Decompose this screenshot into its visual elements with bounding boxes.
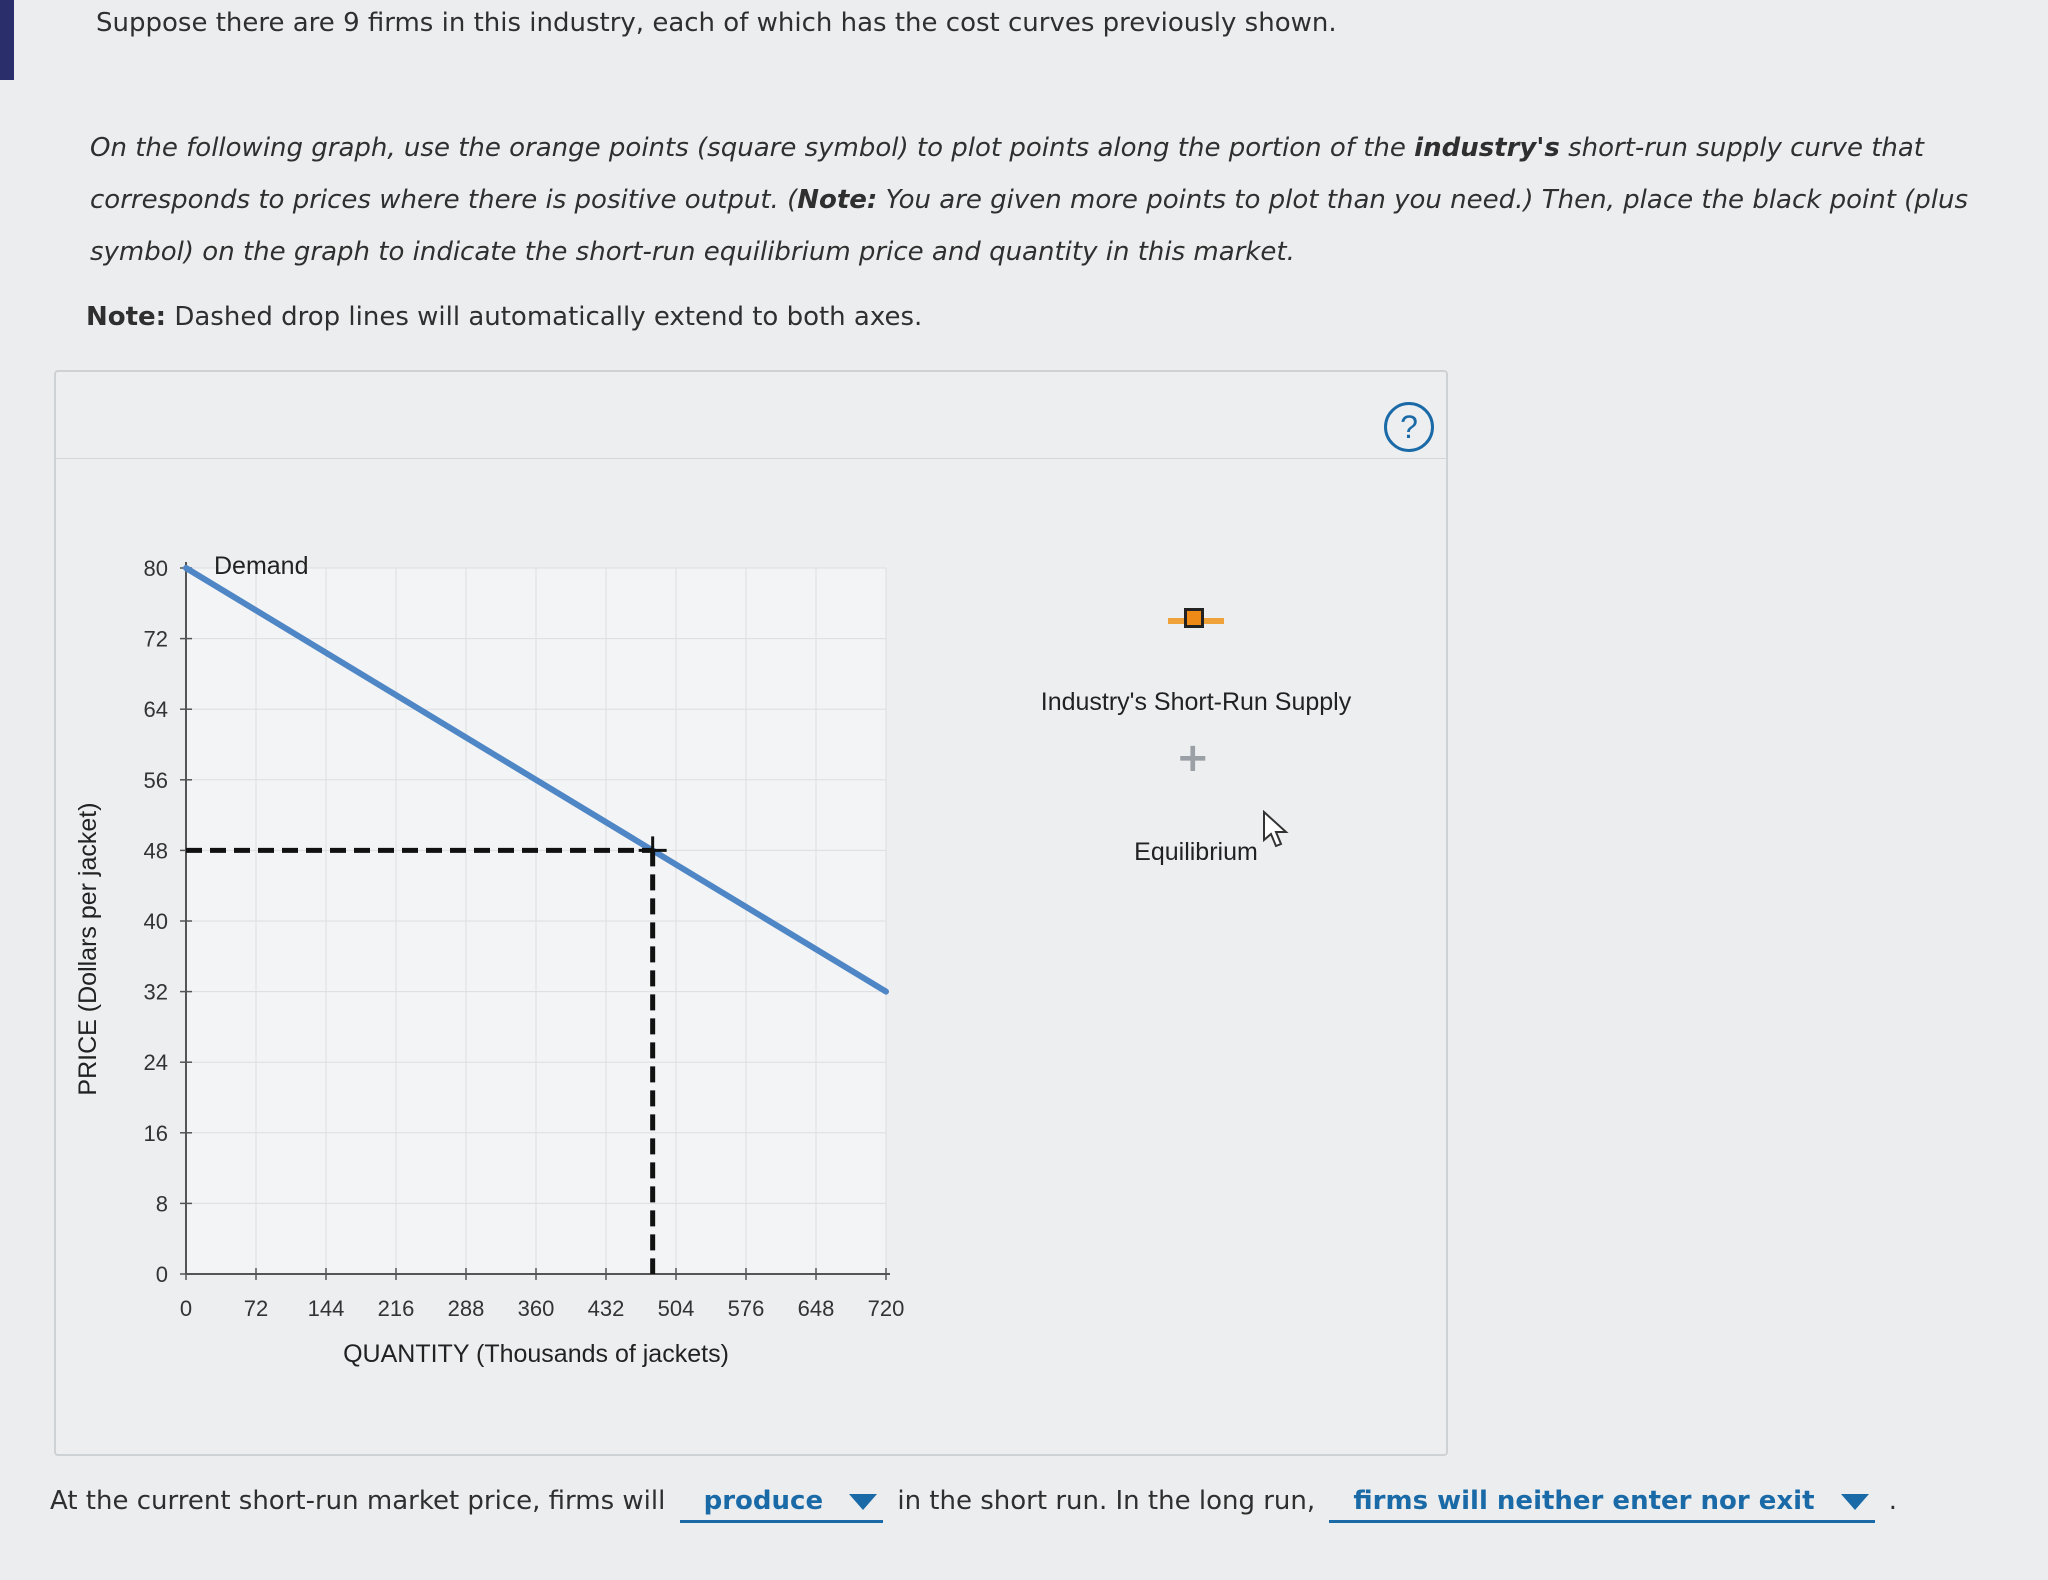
answer-suffix: . xyxy=(1888,1486,1898,1516)
long-run-entry-dropdown[interactable] xyxy=(1329,1486,1874,1523)
y-tick-label: 24 xyxy=(143,1050,168,1076)
instructions-note-bold: Note: xyxy=(797,185,878,215)
drop-lines-note xyxy=(86,302,922,332)
output-decision-value: produce xyxy=(703,1486,824,1516)
supply-tool-label: Industry's Short-Run Supply xyxy=(1040,688,1352,716)
y-tick-label: 56 xyxy=(143,767,168,793)
instructions-part-2: short-run supply curve that corresponds to prices where there is positive output. ( xyxy=(90,133,1925,215)
answer-sentence xyxy=(50,1486,1897,1523)
y-tick-label: 64 xyxy=(143,697,168,723)
long-run-entry-value: firms will neither enter nor exit xyxy=(1353,1486,1815,1516)
y-tick-label: 72 xyxy=(143,626,168,652)
y-tick-label: 32 xyxy=(143,979,168,1005)
y-tick-label: 40 xyxy=(143,909,168,934)
demand-curve-label: Demand xyxy=(214,552,309,580)
x-tick-label: 288 xyxy=(447,1296,485,1321)
x-tick-label: 72 xyxy=(243,1296,269,1321)
note-label: Note: xyxy=(86,302,167,332)
output-decision-dropdown[interactable] xyxy=(680,1486,883,1523)
help-icon[interactable]: ? xyxy=(1384,402,1434,452)
dropdown-arrow-icon[interactable] xyxy=(1841,1494,1869,1510)
x-tick-label: 216 xyxy=(377,1296,415,1321)
y-tick-label: 16 xyxy=(143,1120,168,1146)
answer-prefix: At the current short-run market price, firms will xyxy=(50,1486,666,1516)
x-tick-label: 720 xyxy=(867,1296,905,1321)
intro-text: Suppose there are 9 firms in this industry, each of which has the cost curves previously shown. xyxy=(96,8,1337,38)
instructions-text xyxy=(90,122,1990,278)
answer-middle: in the short run. In the long run, xyxy=(897,1486,1316,1516)
y-tick-label: 8 xyxy=(155,1191,168,1217)
x-tick-label: 504 xyxy=(657,1296,695,1321)
x-tick-label: 576 xyxy=(727,1296,765,1321)
y-tick-label: 48 xyxy=(143,838,168,864)
y-tick-label: 80 xyxy=(143,556,168,581)
instructions-part-1: On the following graph, use the orange points (square symbol) to plot points along the portion of the xyxy=(90,133,1415,163)
y-axis-title: PRICE (Dollars per jacket) xyxy=(74,802,102,1096)
x-tick-label: 360 xyxy=(517,1296,555,1321)
x-tick-label: 432 xyxy=(587,1296,625,1321)
y-tick-label: 0 xyxy=(155,1262,168,1287)
graph-panel xyxy=(54,370,1448,1456)
tool-palette xyxy=(976,602,1416,1002)
instructions-industry-bold: industry's xyxy=(1414,133,1560,163)
window-edge xyxy=(0,0,14,80)
note-text: Dashed drop lines will automatically extend to both axes. xyxy=(166,302,923,332)
dropdown-arrow-icon[interactable] xyxy=(849,1494,877,1510)
equilibrium-tool-label: Equilibrium xyxy=(1134,838,1258,866)
supply-tool[interactable] xyxy=(976,602,1416,642)
plus-icon[interactable]: + xyxy=(1176,735,1210,781)
instructions-part-3: You are given more points to plot than you need.) Then, place the black point (plus symbol) on the graph to indicate the short-run equilibrium price and quantity in this market. xyxy=(90,185,1969,267)
x-axis-title: QUANTITY (Thousands of jackets) xyxy=(343,1340,729,1368)
orange-square-icon[interactable] xyxy=(1184,608,1204,628)
mouse-cursor-icon xyxy=(1262,810,1290,850)
equilibrium-tool[interactable] xyxy=(976,735,1416,781)
x-tick-label: 0 xyxy=(179,1296,193,1321)
x-tick-label: 648 xyxy=(797,1296,835,1321)
x-tick-label: 144 xyxy=(307,1296,345,1321)
